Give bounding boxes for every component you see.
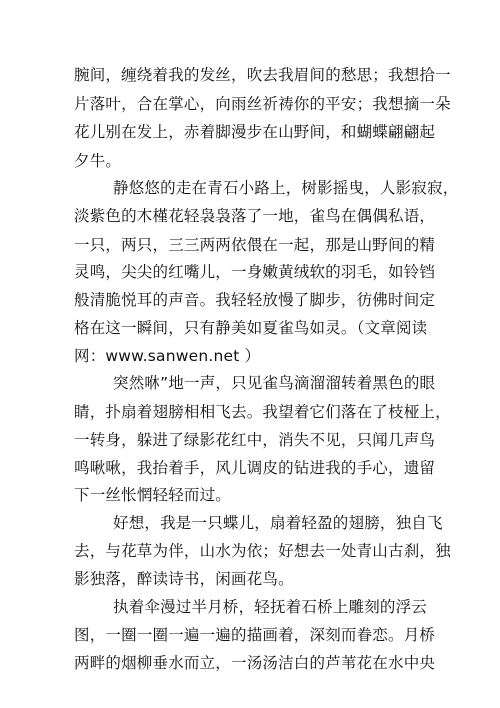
text-line: 鸣啾啾，我抬着手，风儿调皮的钻进我的手心，遗留 — [74, 459, 436, 477]
text-line: 两畔的烟柳垂水而立，一汤汤洁白的芦苇花在水中央 — [74, 654, 436, 672]
text-line: 花儿别在发上，赤着脚漫步在山野间，和蝴蝶翩翩起 — [74, 123, 436, 141]
text-line: 夕牛。 — [74, 152, 122, 170]
text-line: 格在这一瞬间，只有静美如夏雀鸟如灵。（文章阅读 — [74, 319, 428, 337]
text-line: 灵鸣，尖尖的红嘴儿，一身嫩黄绒软的羽毛，如铃铛 — [74, 263, 436, 281]
text-line: 一转身，躲进了绿影花红中，消失不见，只闻几声鸟 — [74, 431, 436, 449]
text-line: 睛，扑扇着翅膀相相飞去。我望着它们落在了枝桠上， — [74, 403, 451, 421]
text-line: 淡紫色的木槿花轻袅袅落了一地，雀鸟在偶偶私语， — [74, 207, 436, 225]
text-line: 般清脆悦耳的声音。我轻轻放慢了脚步，彷佛时间定 — [74, 291, 436, 309]
text-line: 一只，两只，三三两两依偎在一起，那是山野间的精 — [74, 236, 436, 254]
text-line: 影独落，醉读诗书，闲画花鸟。 — [74, 570, 294, 588]
text-line: 静悠悠的走在青石小路上，树影摇曳，人影寂寂， — [113, 179, 459, 197]
text-line: 图，一圈一圈一遍一遍的描画着，深刻而眷恋。月桥 — [74, 626, 436, 644]
text-line: 突然咻”地一声，只见雀鸟滴溜溜转着黑色的眼 — [113, 374, 436, 392]
text-line: 下一丝怅惘轻轻而过。 — [74, 486, 232, 504]
text-line: 腕间，缠绕着我的发丝，吹去我眉间的愁思；我想拾一 — [74, 66, 451, 84]
text-line: 执着伞漫过半月桥，轻抚着石桥上雕刻的浮云 — [113, 598, 428, 616]
text-line: 网：www.sanwen.net ） — [74, 347, 261, 365]
text-line: 片落叶，合在掌心，向雨丝祈祷你的平安；我想摘一朵 — [74, 95, 451, 113]
text-line: 去，与花草为伴，山水为依；好想去一处青山古刹，独 — [74, 542, 451, 560]
text-line: 好想，我是一只蝶儿，扇着轻盈的翅膀，独自飞 — [113, 514, 443, 532]
